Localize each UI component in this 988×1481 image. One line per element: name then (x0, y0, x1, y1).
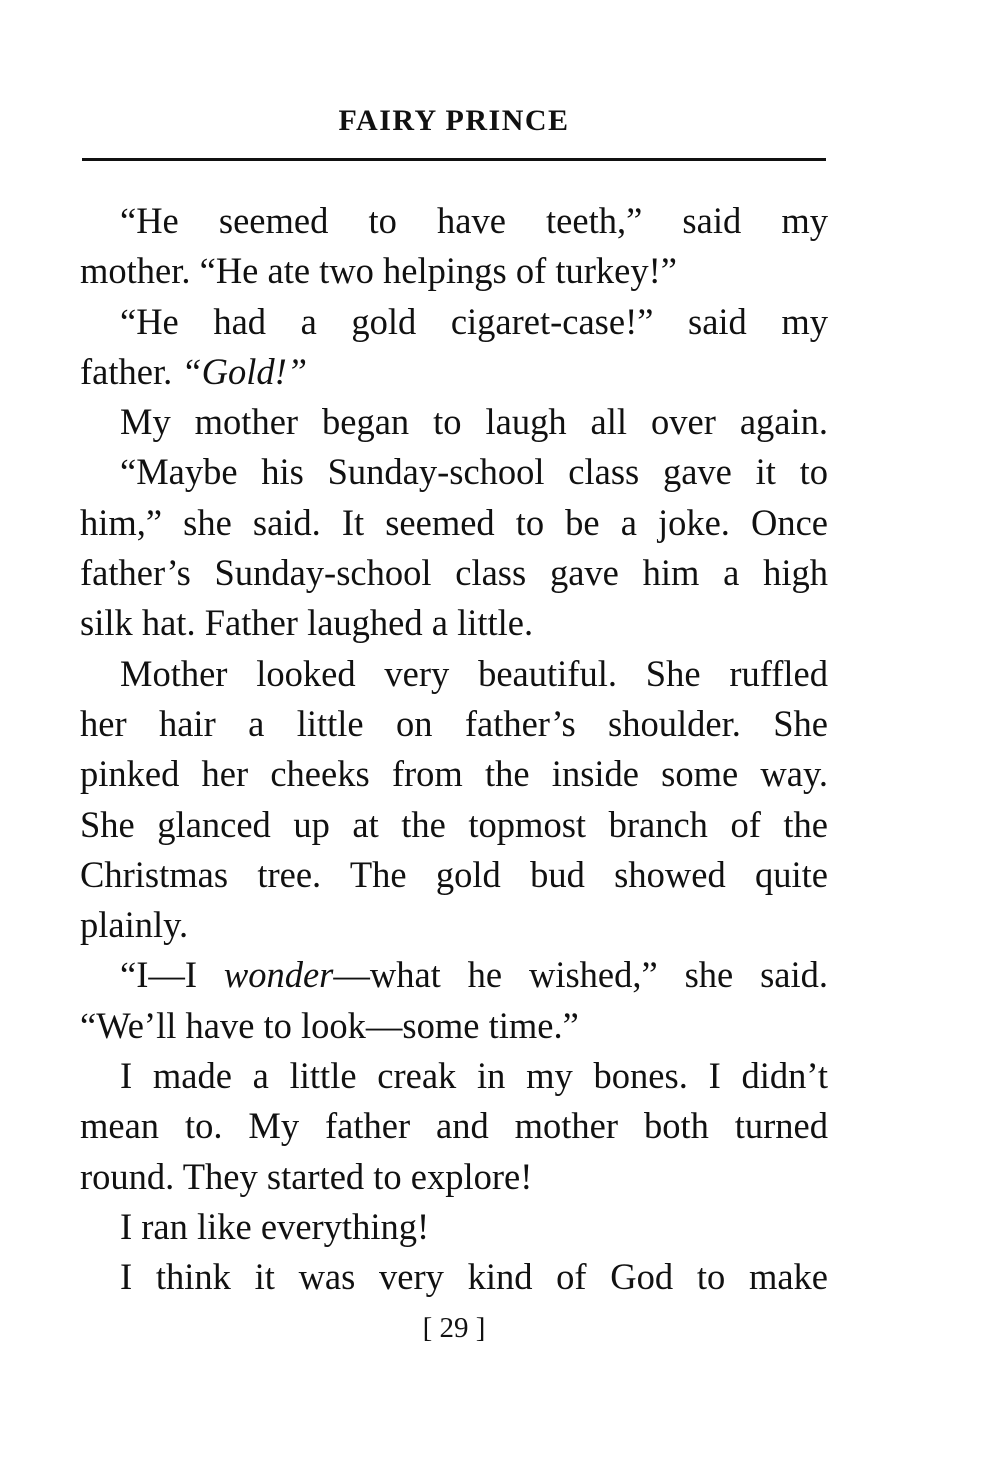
italic-emphasis: wonder (223, 954, 334, 996)
text-line: She glanced up at the topmost branch of the (80, 803, 828, 845)
text-line: Mother looked very beautiful. She ruffled (120, 652, 828, 694)
text-line: mean to. My father and mother both turned (80, 1105, 828, 1147)
text-line: pinked her cheeks from the inside some way. (80, 753, 828, 795)
text-line: plainly. (80, 904, 189, 946)
text-line: him,” she said. It seemed to be a joke. Once (80, 501, 828, 543)
text-line: silk hat. Father laughed a little. (80, 602, 534, 644)
header-rule (82, 158, 826, 161)
text-line: I think it was very kind of God to make (120, 1256, 828, 1298)
body-text (80, 196, 828, 1303)
italic-emphasis: “Gold!” (181, 350, 308, 392)
text-line: mother. “He ate two helpings of turkey!” (80, 250, 677, 292)
text-line: Christmas tree. The gold bud showed quite (80, 853, 828, 895)
text-line: “He had a gold cigaret-case!” said my (120, 300, 828, 342)
text-line: father. “Gold!” (80, 350, 308, 392)
text-line: father’s Sunday-school class gave him a high (80, 552, 828, 594)
text-line: I ran like everything! (120, 1205, 430, 1247)
text-line: round. They started to explore! (80, 1155, 533, 1197)
text-line: My mother began to laugh all over again. (120, 401, 828, 443)
page-number: [ 29 ] (422, 1312, 486, 1344)
text-line: “I—I wonder—what he wished,” she said. (120, 954, 828, 996)
text-line: “We’ll have to look—some time.” (80, 1004, 579, 1046)
text-line: “Maybe his Sunday-school class gave it to (120, 451, 828, 493)
running-head: FAIRY PRINCE (338, 104, 570, 137)
book-page (80, 0, 828, 1481)
text-line: her hair a little on father’s shoulder. She (80, 702, 828, 744)
text-line: I made a little creak in my bones. I didn’t (120, 1055, 828, 1097)
text-line: “He seemed to have teeth,” said my (120, 200, 828, 241)
